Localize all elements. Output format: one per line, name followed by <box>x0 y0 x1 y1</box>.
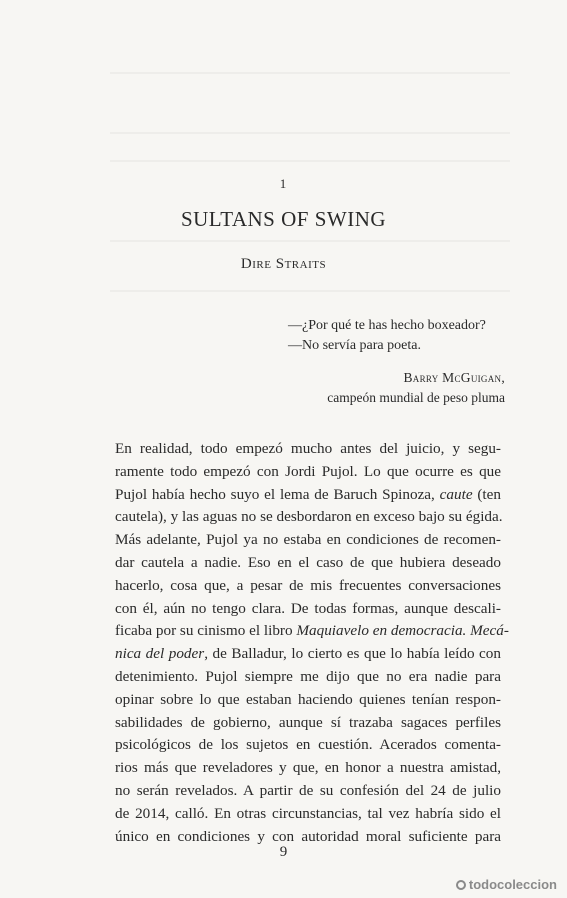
text-run: Pujol había hecho suyo el lema de Baruch Spinoza, <box>115 485 440 503</box>
bleed-through-line <box>110 132 510 134</box>
epigraph <box>288 316 508 356</box>
chapter-subtitle: Dire Straits <box>240 256 327 272</box>
text-line: con él, aún no tengo clara. De todas formas, aunque descali- <box>115 599 501 617</box>
chapter-number: 1 <box>279 176 288 191</box>
bleed-through-line <box>110 290 510 292</box>
text-line: hacerlo, cosa que, a pesar de mis frecuentes conversaciones <box>115 576 501 594</box>
watermark <box>456 877 557 892</box>
text-line: opinar sobre lo que estaban haciendo quienes tenían respon- <box>115 690 501 708</box>
watermark-text: todocoleccion <box>468 877 557 892</box>
text-run: , de Balladur, lo cierto es que lo había leído con <box>204 645 501 663</box>
text-line: cautela), y las aguas no se desbordaron en exceso bajo su égida. <box>115 508 503 526</box>
italic-run: caute <box>439 485 473 503</box>
italic-run: nica del poder <box>115 645 205 663</box>
epigraph-author-desc: campeón mundial de peso pluma <box>327 390 505 405</box>
text-line: sabilidades de gobierno, aunque sí trazaba sagaces perfiles <box>115 713 501 731</box>
watermark-logo-icon <box>456 880 466 890</box>
text-line: no serán revelados. A partir de su confesión del 24 de julio <box>115 781 501 799</box>
text-line <box>115 484 501 507</box>
epigraph-line: —¿Por qué te has hecho boxeador? <box>288 318 486 333</box>
text-run: (ten <box>472 485 501 503</box>
bleed-through-line <box>110 72 510 74</box>
text-line: psicológicos de los sujetos en cuestión. Acerados comenta- <box>115 736 501 754</box>
bleed-through-line <box>110 240 510 242</box>
italic-run: Maquiavelo en democracia. Mecá- <box>296 622 509 640</box>
chapter-title: SULTANS OF SWING <box>180 207 387 231</box>
text-line: dar cautela a nadie. Eso en el caso de que hubiera deseado <box>115 553 501 571</box>
text-line: único en condiciones y con autoridad moral suficiente para <box>115 827 501 845</box>
bleed-through-line <box>110 160 510 162</box>
epigraph-line: —No servía para poeta. <box>288 338 421 353</box>
epigraph-author: Barry McGuigan, <box>403 370 505 385</box>
page-number: 9 <box>279 844 288 860</box>
text-run: ficaba por su cinismo el libro <box>115 622 297 640</box>
text-line: En realidad, todo empezó mucho antes del juicio, y segu- <box>115 440 501 457</box>
text-line: ramente todo empezó con Jordi Pujol. Lo que ocurre es que <box>115 462 501 480</box>
text-line: de 2014, calló. En otras circunstancias, tal vez habría sido el <box>115 804 501 822</box>
text-line <box>115 620 509 643</box>
body-paragraph <box>115 438 509 848</box>
text-line <box>115 643 501 666</box>
text-line: Más adelante, Pujol ya no estaba en condiciones de recomen- <box>115 531 501 549</box>
text-line: detenimiento. Pujol siempre me dijo que no era nadie para <box>115 667 501 685</box>
epigraph-attribution <box>245 368 505 408</box>
text-line: rios más que reveladores y que, en honor a nuestra amistad, <box>115 759 501 777</box>
